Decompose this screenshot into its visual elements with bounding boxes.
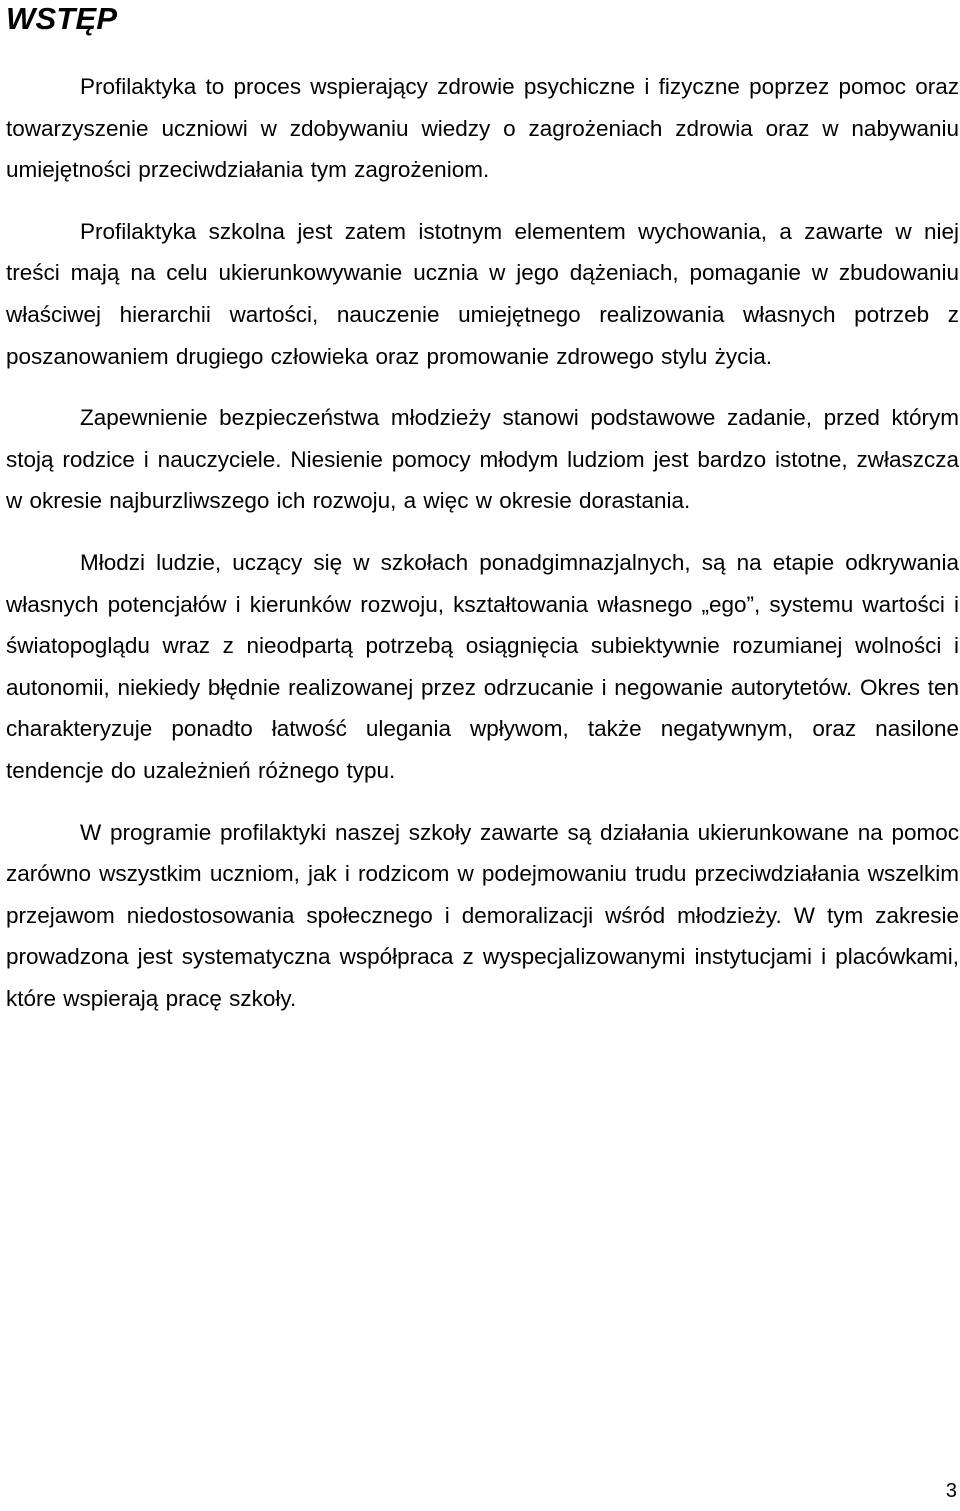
paragraph-3: Zapewnienie bezpieczeństwa młodzieży stanowi podstawowe zadanie, przed którym stoją rodzice i nauczyciele. Niesienie pomocy młodym ludziom jest bardzo istotne, zwłaszcza w okresie najburzliwszego ich rozwoju, a więc w okresie dorastania. [6, 405, 959, 514]
body-text [6, 66, 959, 1019]
paragraph-1: Profilaktyka to proces wspierający zdrowie psychiczne i fizyczne poprzez pomoc oraz towarzyszenie uczniowi w zdobywaniu wiedzy o zagrożeniach zdrowia oraz w nabywaniu umiejętności przeciwdziałania tym zagrożeniom. [6, 74, 959, 183]
paragraph-5: W programie profilaktyki naszej szkoły zawarte są działania ukierunkowane na pomoc zarówno wszystkim uczniom, jak i rodzicom w podejmowaniu trudu przeciwdziałania wszelkim przejawom niedostosowania społecznego i demoralizacji wśród młodzieży. W tym zakresie prowadzona jest systematyczna współpraca z wyspecjalizowanymi instytucjami i placówkami, które wspierają pracę szkoły. [6, 819, 959, 1011]
paragraph-4: Młodzi ludzie, uczący się w szkołach ponadgimnazjalnych, są na etapie odkrywania własnych potencjałów i kierunków rozwoju, kształtowania własnego „ego”, systemu wartości i światopoglądu wraz z nieodpartą potrzebą osiągnięcia subiektywnie rozumianej wolności i autonomii, niekiedy błędnie realizowanej przez odrzucanie i negowanie autorytetów. Okres ten charakteryzuje ponadto łatwość ulegania wpływom, także negatywnym, oraz nasilone tendencje do uzależnień różnego typu. [6, 549, 959, 783]
paragraph-2: Profilaktyka szkolna jest zatem istotnym elementem wychowania, a zawarte w niej treści mają na celu ukierunkowywanie ucznia w jego dążeniach, pomaganie w zbudowaniu właściwej hierarchii wartości, nauczenie umiejętnego realizowania własnych potrzeb z poszanowaniem drugiego człowieka oraz promowanie zdrowego stylu życia. [6, 218, 959, 369]
page-number: 3 [945, 1480, 957, 1502]
section-heading: WSTĘP [6, 1, 118, 36]
